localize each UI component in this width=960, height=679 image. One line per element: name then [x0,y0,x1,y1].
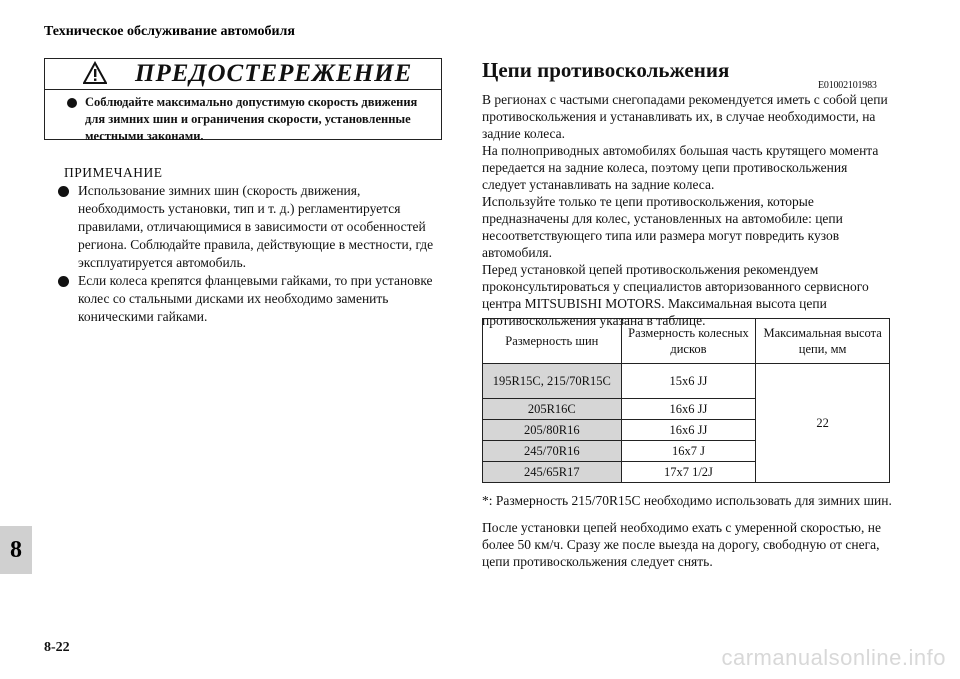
table-footnote: *: Размерность 215/70R15C необходимо использовать для зимних шин. [482,493,892,508]
chain-height-cell: 22 [756,364,890,483]
header-chain-height: Максимальная высота цепи, мм [756,319,890,364]
text-line: передается на задние колеса, поэтому цепи противоскольжения [482,160,848,175]
intro-paragraph [482,91,902,329]
tire-size-cell: 245/70R16 [483,441,622,462]
text-line: В регионах с частыми снегопадами рекомендуется иметь с собой цепи [482,92,888,107]
text-line: несоответствующего типа или размера могут повредить кузов [482,228,840,243]
header-wheel-size: Размерность колесных дисков [621,319,756,364]
watermark: carmanualsonline.info [721,645,946,670]
note-item-text: Если колеса крепятся фланцевыми гайками, то при установке колес со стальными дисками их необходимо заменить коническими гайками. [78,273,433,324]
chapter-tab: 8 [0,526,32,574]
note-label: ПРИМЕЧАНИЕ [64,165,163,180]
table-row [483,364,890,399]
wheel-size-cell: 15x6 JJ [621,364,756,399]
note-item-text: Использование зимних шин (скорость движения, необходимость установки, тип и т. д.) регламентируется правилами, отличающимися в зависимости от особенностей региона. Соблюдайте правила, действующие в местности, где эксплуатируется автомобиль. [78,183,434,270]
text-line: задние колеса. [482,126,566,141]
text-line: предназначены для колес, установленных на автомобиле: цепи [482,211,843,226]
warning-header [45,59,441,90]
warning-body [67,94,433,145]
after-paragraph [482,519,902,570]
note-item [58,182,446,272]
text-line: противоскольжения указана в таблице. [482,313,706,328]
warning-item-text: Соблюдайте максимально допустимую скорость движения для зимних шин и ограничения скорости, установленные местными законами. [85,95,418,143]
warning-item [67,94,433,145]
table-header-row [483,319,890,364]
text-line: Используйте только те цепи противоскольжения, которые [482,194,814,209]
running-head: Техническое обслуживание автомобиля [44,24,295,39]
tire-size-cell: 195R15C, 215/70R15C [483,364,622,399]
text-line: На полноприводных автомобилях большая часть крутящего момента [482,143,879,158]
warning-triangle-icon [83,61,107,85]
text-line: центра MITSUBISHI MOTORS. Максимальная высота цепи [482,296,827,311]
text-line: цепи противоскольжения следует снять. [482,554,713,569]
tire-size-cell: 205/80R16 [483,420,622,441]
text-line: следует устанавливать на задние колеса. [482,177,715,192]
text-line: более 50 км/ч. Сразу же после выезда на дорогу, свободную от снега, [482,537,880,552]
section-title: Цепи противоскольжения [482,58,730,82]
header-tire-size: Размерность шин [483,319,622,364]
warning-title: ПРЕДОСТЕРЕЖЕНИЕ [135,60,413,87]
bullet-icon [58,186,69,197]
bullet-icon [58,276,69,287]
text-line: автомобиля. [482,245,552,260]
note-list [58,182,446,326]
wheel-size-cell: 16x7 J [621,441,756,462]
bullet-icon [67,98,77,108]
text-line: противоскольжения и устанавливать их, в случае необходимости, на [482,109,876,124]
text-line: После установки цепей необходимо ехать с умеренной скоростью, не [482,520,881,535]
wheel-size-cell: 17x7 1/2J [621,462,756,483]
text-line: проконсультироваться у специалистов авторизованного сервисного [482,279,869,294]
tire-size-cell: 245/65R17 [483,462,622,483]
wheel-size-cell: 16x6 JJ [621,420,756,441]
tire-size-cell: 205R16C [483,399,622,420]
section-code: E01002101983 [818,80,877,91]
page-number: 8-22 [44,640,70,655]
wheel-size-cell: 16x6 JJ [621,399,756,420]
text-line: Перед установкой цепей противоскольжения рекомендуем [482,262,819,277]
warning-box [44,58,442,143]
chain-size-table [482,318,890,483]
note-item [58,272,446,326]
